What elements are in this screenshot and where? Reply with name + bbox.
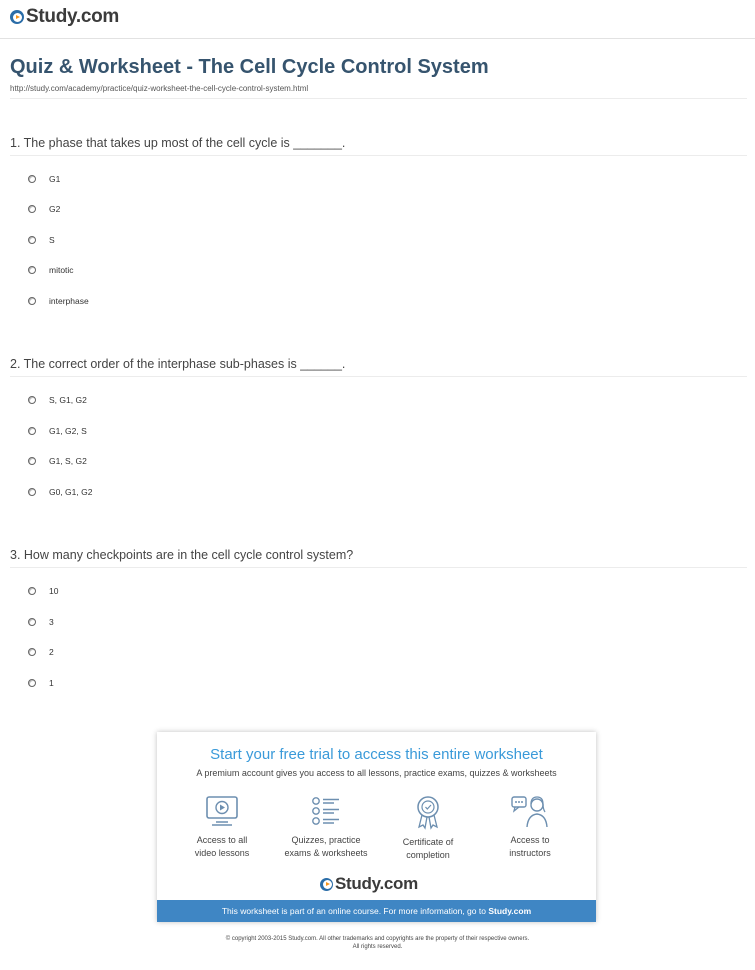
feature-instructors [475,794,585,860]
radio-button[interactable] [28,266,36,274]
study-logo[interactable] [10,6,119,28]
radio-button[interactable] [28,427,36,435]
option-label: G2 [49,204,61,214]
answer-option[interactable] [28,235,55,245]
question-text: 2. The correct order of the interphase sub-phases is ______. [10,357,346,371]
question-text: 3. How many checkpoints are in the cell cycle control system? [10,548,354,562]
answer-option[interactable] [28,487,92,497]
option-label: 2 [49,647,54,657]
radio-button[interactable] [28,205,36,213]
radio-button[interactable] [28,236,36,244]
promo-subtitle: A premium account gives you access to all lessons, practice exams, quizzes & worksheets [196,768,557,778]
answer-option[interactable] [28,456,87,466]
free-trial-promo [157,732,596,922]
feature-quizzes [271,794,381,860]
header-divider [0,38,755,39]
feature-certificate [373,794,483,862]
question-1 [10,136,747,156]
copyright-notice: © copyright 2003-2015 Study.com. All other trademarks and copyrights are the property of their respective owners. All rights reserved. [225,936,530,950]
answer-option[interactable] [28,174,60,184]
url-divider [10,98,747,99]
question-2 [10,357,747,377]
logo-text: Study.com [335,874,418,893]
radio-button[interactable] [28,297,36,305]
feature-label: Access to all video lessons [194,835,250,858]
question-3 [10,548,747,568]
answer-option[interactable] [28,296,89,306]
answer-option[interactable] [28,426,87,436]
feature-label: Certificate of completion [402,837,454,860]
promo-footer-text: This worksheet is part of an online course. For more information, go to [221,906,486,916]
radio-button[interactable] [28,648,36,656]
option-label: G1, S, G2 [49,456,87,466]
video-lesson-icon [204,794,240,828]
play-logo-icon [10,10,24,24]
radio-button[interactable] [28,488,36,496]
answer-option[interactable] [28,678,54,688]
feature-label: Access to instructors [509,835,551,858]
feature-video-lessons [167,794,277,860]
page-url[interactable]: http://study.com/academy/practice/quiz-worksheet-the-cell-cycle-control-system.html [10,84,309,93]
radio-button[interactable] [28,175,36,183]
answer-option[interactable] [28,204,60,214]
certificate-icon [410,794,446,830]
answer-option[interactable] [28,617,54,627]
promo-title[interactable]: Start your free trial to access this entire worksheet [210,746,543,763]
answer-option[interactable] [28,395,87,405]
option-label: S [49,235,55,245]
radio-button[interactable] [28,618,36,626]
option-label: G0, G1, G2 [49,487,93,497]
radio-button[interactable] [28,679,36,687]
option-label: interphase [49,296,89,306]
radio-button[interactable] [28,457,36,465]
answer-option[interactable] [28,265,74,275]
option-label: 3 [49,617,54,627]
question-divider [10,155,747,156]
promo-study-logo[interactable] [320,874,418,894]
radio-button[interactable] [28,396,36,404]
answer-option[interactable] [28,586,58,596]
option-label: G1, G2, S [49,426,87,436]
question-text: 1. The phase that takes up most of the cell cycle is _______. [10,136,346,150]
question-divider [10,376,747,377]
instructor-icon [510,794,550,828]
option-label: 10 [49,586,59,596]
promo-footer-link[interactable]: Study.com [488,906,532,916]
play-logo-icon [320,878,333,891]
quiz-list-icon [308,794,344,828]
radio-button[interactable] [28,587,36,595]
option-label: mitotic [49,265,74,275]
option-label: G1 [49,174,61,184]
feature-label: Quizzes, practice exams & worksheets [284,835,368,858]
logo-text: Study.com [26,6,120,27]
option-label: S, G1, G2 [49,395,87,405]
question-divider [10,567,747,568]
promo-footer-bar [157,900,596,922]
page-title: Quiz & Worksheet - The Cell Cycle Control System [10,56,489,78]
option-label: 1 [49,678,54,688]
answer-option[interactable] [28,647,54,657]
